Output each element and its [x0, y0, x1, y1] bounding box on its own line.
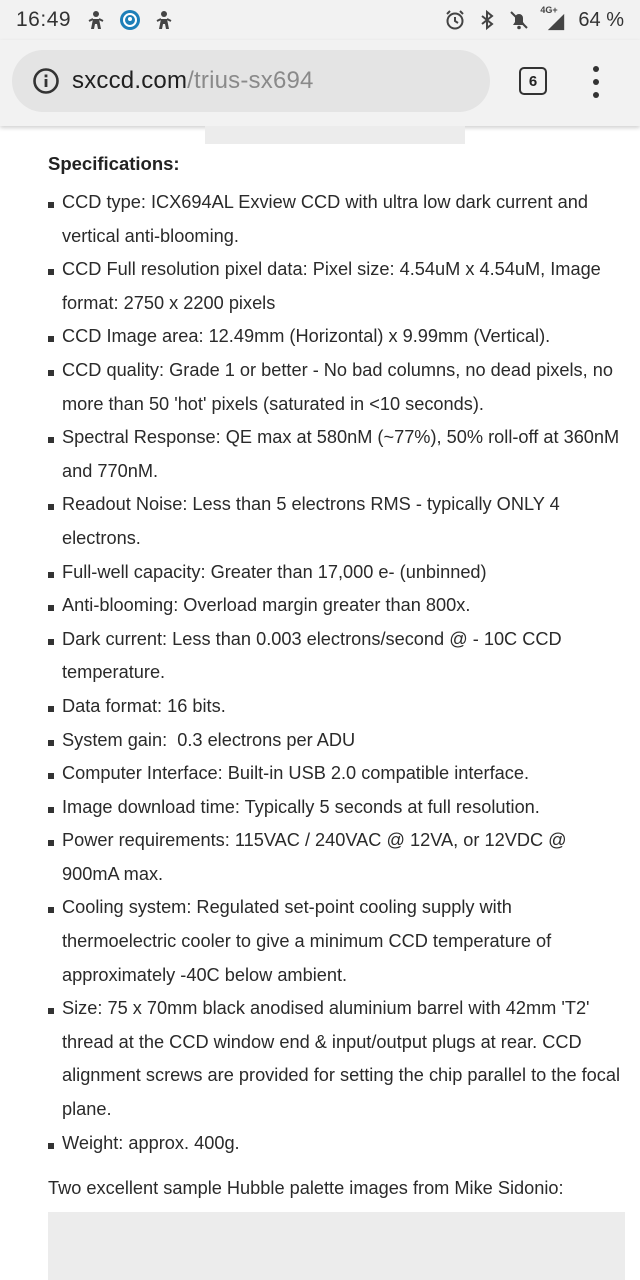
url-path: /trius-sx694	[187, 67, 314, 94]
person-notification-icon	[85, 9, 107, 31]
spec-item: CCD quality: Grade 1 or better - No bad columns, no dead pixels, no more than 50 'hot' pixels (saturated in <10 seconds).	[46, 354, 626, 421]
spec-item: Data format: 16 bits.	[46, 690, 626, 724]
signal-strength-icon	[546, 12, 566, 32]
spec-item: CCD Image area: 12.49mm (Horizontal) x 9.99mm (Vertical).	[46, 320, 626, 354]
spec-item: CCD Full resolution pixel data: Pixel size: 4.54uM x 4.54uM, Image format: 2750 x 2200 pixels	[46, 253, 626, 320]
app-notification-icon	[119, 9, 141, 31]
signal-indicator	[540, 5, 568, 32]
spec-item: Weight: approx. 400g.	[46, 1127, 626, 1161]
spec-item: Computer Interface: Built-in USB 2.0 compatible interface.	[46, 757, 626, 791]
overflow-menu-icon[interactable]	[588, 66, 604, 98]
info-icon[interactable]	[32, 67, 60, 95]
spec-item: Full-well capacity: Greater than 17,000 e- (unbinned)	[46, 556, 626, 590]
spec-item: Image download time: Typically 5 seconds at full resolution.	[46, 791, 626, 825]
notification-icons	[85, 9, 175, 31]
system-status-icons	[444, 5, 624, 32]
battery-level: 64 %	[578, 8, 624, 31]
spec-item: Size: 75 x 70mm black anodised aluminium barrel with 42mm 'T2' thread at the CCD window end & input/output plugs at rear. CCD alignment screws are provided for setting the chip parallel to the focal plane.	[46, 992, 626, 1126]
spec-item: Power requirements: 115VAC / 240VAC @ 12VA, or 12VDC @ 900mA max.	[46, 824, 626, 891]
product-image	[205, 126, 465, 144]
page-content	[0, 126, 640, 1280]
sample-images-caption: Two excellent sample Hubble palette images from Mike Sidonio:	[48, 1178, 564, 1198]
spec-item: System gain: 0.3 electrons per ADU	[46, 724, 626, 758]
spec-item: Cooling system: Regulated set-point cooling supply with thermoelectric cooler to give a minimum CCD temperature of approximately -40C below ambient.	[46, 891, 626, 992]
spec-item: CCD type: ICX694AL Exview CCD with ultra low dark current and vertical anti-blooming.	[46, 186, 626, 253]
spec-item: Spectral Response: QE max at 580nM (~77%), 50% roll-off at 360nM and 770nM.	[46, 421, 626, 488]
address-bar[interactable]	[12, 50, 490, 112]
browser-toolbar	[0, 40, 640, 126]
url-domain: sxccd.com	[72, 67, 188, 94]
tab-switcher-button[interactable]: 6	[519, 67, 547, 95]
specifications-heading: Specifications:	[48, 153, 180, 174]
status-time: 16:49	[16, 8, 72, 31]
network-type-label: 4G+	[540, 5, 558, 15]
muted-bell-icon	[508, 9, 530, 31]
bluetooth-icon	[476, 9, 498, 31]
sample-image	[48, 1212, 625, 1280]
spec-item: Dark current: Less than 0.003 electrons/second @ - 10C CCD temperature.	[46, 623, 626, 690]
specifications-list	[46, 186, 626, 1160]
person-notification-icon-2	[153, 9, 175, 31]
url-text[interactable]	[72, 67, 314, 95]
spec-item: Readout Noise: Less than 5 electrons RMS - typically ONLY 4 electrons.	[46, 488, 626, 555]
status-bar	[0, 0, 640, 40]
spec-item: Anti-blooming: Overload margin greater than 800x.	[46, 589, 626, 623]
alarm-icon	[444, 9, 466, 31]
